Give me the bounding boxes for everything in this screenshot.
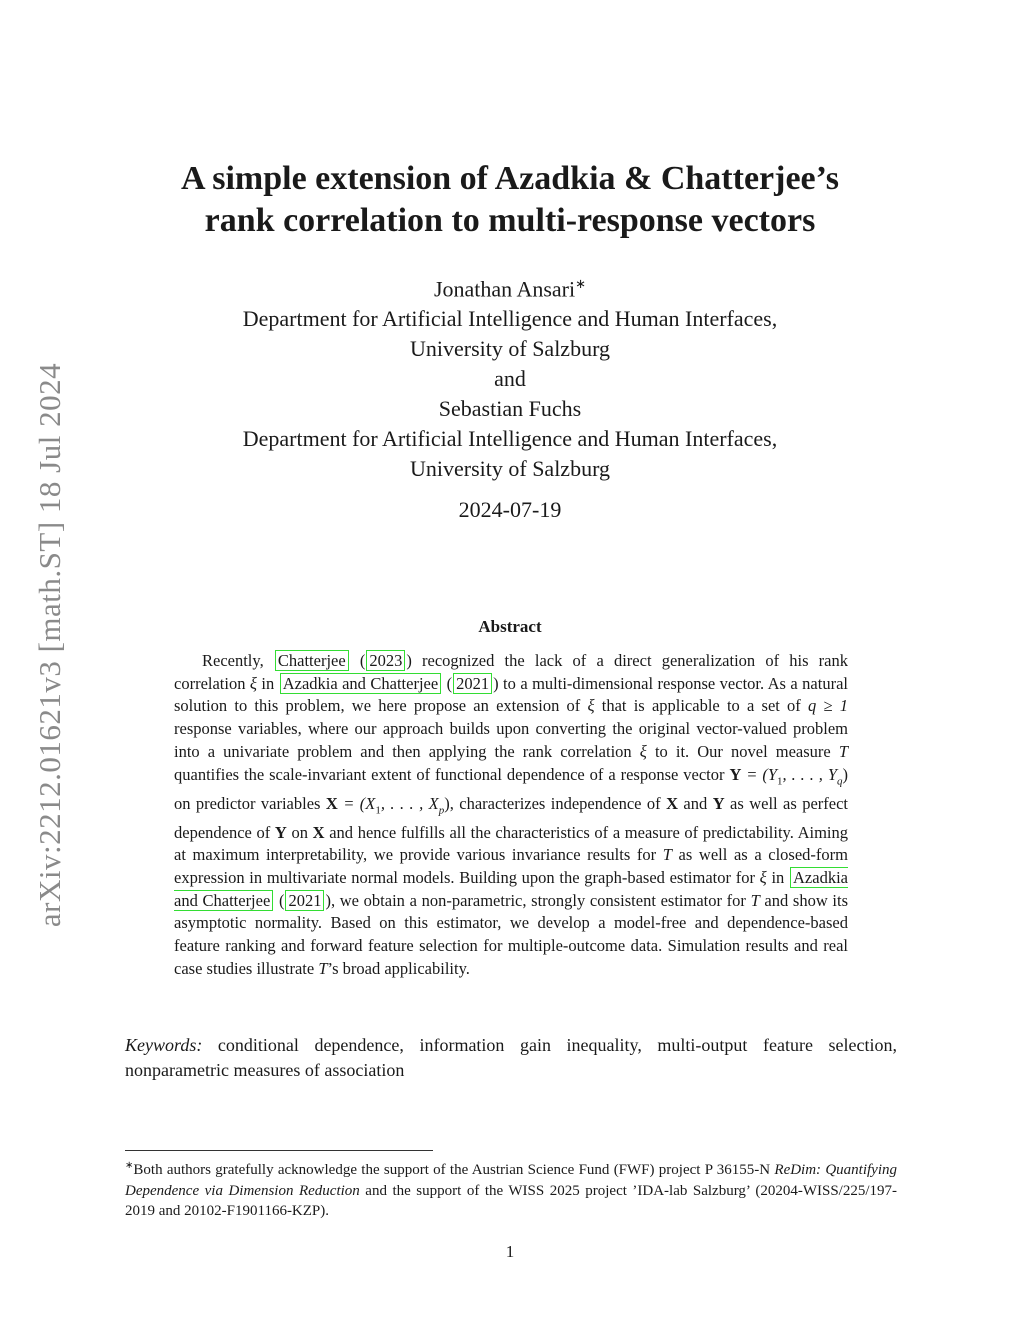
footnote: ∗Both authors gratefully acknowledge the support of the Austrian Science Fund (FWF) project P 36155-N ReDim: Quantifying Dependence via Dimension Reduction and the support of the WISS 2025 project ’IDA-lab Salzburg’ (20204-WISS/225/197-2019 and 20102-F1901166-KZP). [125,1160,897,1219]
footnote-marker[interactable]: ∗ [575,276,587,291]
abstract-paragraph: Recently, Chatterjee ( 2023 ) recognized the lack of a direct generalization of his rank correlation ξ in Azadkia and Chatterjee ( 2021 ) to a multi-dimensional response vector. As a natural solution to this problem, we here propose an extension of ξ that is applicable to a set of q ≥ 1 response variables, where our approach builds upon converting the original vector-valued problem into a univariate problem and then applying the rank correlation ξ to it. Our novel measure T quantifies the scale-invariant extent of functional dependence of a response vector $Y = (Y_1$, . . . , $Y_q$) on predictor variables $X = (X_1$, . . . , $X_p$), characterizes independence of X and Y as well as perfect dependence of Y on X and hence fulfills all the characteristics of a measure of predictability. Aiming at maximum interpretability, we provide various invariance results for T as well as a closed-form expression in multivariate normal models. Building upon the graph-based estimator for ξ in Azadkia and Chatterjee ( 2021 ), we obtain a non-parametric, strongly consistent estimator for T and show its asymptotic normality. Based on this estimator, we develop a model-free and dependence-based feature ranking and forward feature selection for multiple-outcome data. Simulation results and real case studies illustrate T’s broad applicability. [174,651,849,978]
affiliation-2-line-2: University of Salzburg [409,456,610,482]
title-line-2: rank correlation to multi-response vectors [204,202,816,239]
author-2: Sebastian Fuchs [438,396,582,422]
author-block [100,269,920,484]
author-1: Jonathan Ansari∗ [433,276,587,302]
citation-link[interactable]: 2021 [453,673,492,694]
page-number: 1 [505,1242,515,1261]
keywords-text: conditional dependence, information gain inequality, multi-output feature selection, nonparametric measures of association [125,1035,897,1080]
affiliation-2-line-1: Department for Artificial Intelligence and Human Interfaces, [242,426,778,452]
affiliation-1-line-2: University of Salzburg [409,336,610,362]
keywords [125,1033,897,1083]
abstract-body [174,650,848,980]
footnote-divider [125,1150,433,1151]
keywords-label: Keywords: [125,1035,203,1055]
abstract-heading: Abstract [478,617,542,636]
citation-link[interactable]: 2023 [366,650,405,671]
author-conjunction: and [494,366,526,392]
arxiv-sidebar-stamp [0,305,100,985]
affiliation-1-line-1: Department for Artificial Intelligence and Human Interfaces, [242,306,778,332]
title-line-1: A simple extension of Azadkia & Chatterjee’s [181,160,839,197]
citation-link[interactable]: Chatterjee [275,650,349,671]
citation-link[interactable]: Azadkia and Chatterjee [280,673,441,694]
paper-date: 2024-07-19 [458,497,562,522]
paper-title [100,158,920,242]
citation-link[interactable]: Azadkia and Chatterjee [174,867,848,910]
arxiv-id: arXiv:2212.01621v3 [math.ST] 18 Jul 2024 [32,362,67,928]
citation-link[interactable]: 2021 [285,890,324,911]
